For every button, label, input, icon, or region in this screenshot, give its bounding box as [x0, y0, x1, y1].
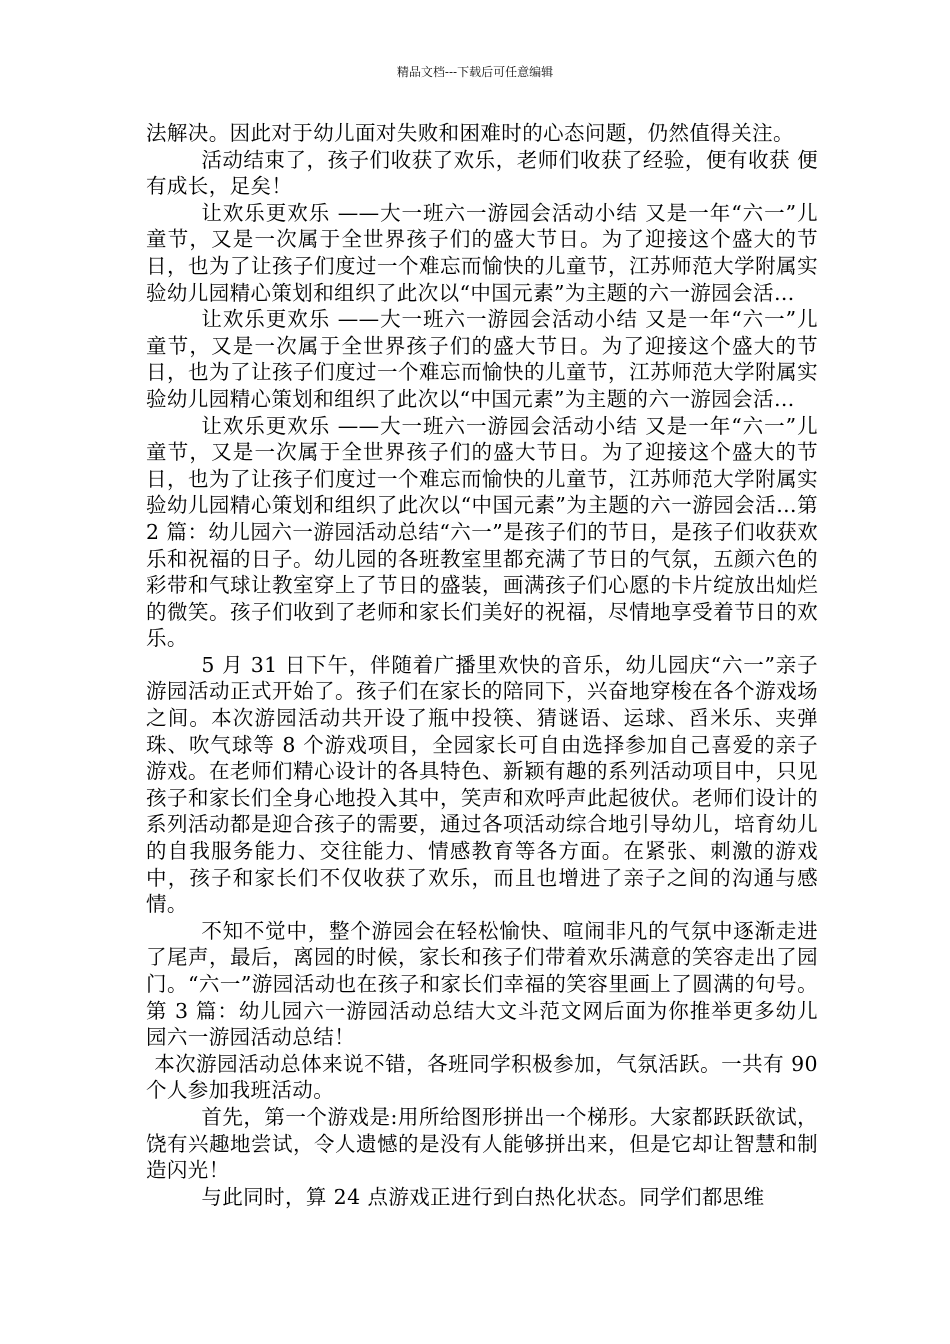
- paragraph-10: 与此同时，算 24 点游戏正进行到白热化状态。同学们都思维: [201, 1184, 765, 1209]
- paragraph-9: 首先，第一个游戏是:用所给图形拼出一个梯形。大家都跃跃欲试，饶有兴趣地尝试，令人遗憾的是没有人能够拼出来，但是它却让智慧和制造闪光！: [146, 1104, 818, 1183]
- paragraph-4: 让欢乐更欢乐 ——大一班六一游园会活动小结 又是一年“六一”儿童节，又是一次属于全世界孩子们的盛大节日。为了迎接这个盛大的节日，也为了让孩子们度过一个难忘而愉快的儿童节，江苏师范大学附属实验幼儿园精心策划和组织了此次以“中国元素”为主题的六一游园会活…: [146, 307, 818, 411]
- paragraph-3: 让欢乐更欢乐 ——大一班六一游园会活动小结 又是一年“六一”儿童节，又是一次属于全世界孩子们的盛大节日。为了迎接这个盛大的节日，也为了让孩子们度过一个难忘而愉快的儿童节，江苏师范大学附属实验幼儿园精心策划和组织了此次以“中国元素”为主题的六一游园会活…: [146, 200, 818, 305]
- paragraph-1: 法解决。因此对于幼儿面对失败和困难时的心态问题，仍然值得关注。: [146, 121, 794, 145]
- paragraph-7: 不知不觉中，整个游园会在轻松愉快、喧闹非凡的气氛中逐渐走进了尾声，最后，离园的时候，家长和孩子们带着欢乐满意的笑容走出了园门。“六一”游园活动也在孩子和家长们幸福的笑容里画上了圆满的句号。第 3 篇：幼儿园六一游园活动总结大文斗范文网后面为你推举更多幼儿园六一游园活动总结！: [146, 918, 818, 1050]
- paragraph-5: 让欢乐更欢乐 ——大一班六一游园会活动小结 又是一年“六一”儿童节，又是一次属于全世界孩子们的盛大节日。为了迎接这个盛大的节日，也为了让孩子们度过一个难忘而愉快的儿童节，江苏师范大学附属实验幼儿园精心策划和组织了此次以“中国元素”为主题的六一游园会活…第 2 篇：幼儿园六一游园活动总结“六一”是孩子们的节日，是孩子们收获欢乐和祝福的日子。幼儿园的各班教室里都充满了节日的气氛，五颜六色的彩带和气球让教室穿上了节日的盛装，画满孩子们心愿的卡片绽放出灿烂的微笑。孩子们收到了老师和家长们美好的祝福，尽情地享受着节日的欢乐。: [146, 413, 818, 651]
- document-body: [146, 120, 818, 1210]
- paragraph-6: 5 月 31 日下午，伴随着广播里欢快的音乐，幼儿园庆“六一”亲子游园活动正式开始了。孩子们在家长的陪同下，兴奋地穿梭在各个游戏场之间。本次游园活动共开设了瓶中投筷、猜谜语、运球、舀米乐、夹弹珠、吹气球等 8 个游戏项目，全园家长可自由选择参加自己喜爱的亲子游戏。在老师们精心设计的各具特色、新颖有趣的系列活动项目中，只见孩子和家长们全身心地投入其中，笑声和欢呼声此起彼伏。老师们设计的系列活动都是迎合孩子的需要，通过各项活动综合地引导幼儿，培育幼儿的自我服务能力、交往能力、情感教育等各方面。在紧张、刺激的游戏中，孩子和家长们不仅收获了欢乐，而且也增进了亲子之间的沟通与感情。: [146, 652, 818, 917]
- page-header: 精品文档---下载后可任意编辑: [396, 65, 554, 79]
- paragraph-8: 本次游园活动总体来说不错，各班同学积极参加，气氛活跃。一共有 90 个人参加我班活动。: [146, 1051, 818, 1103]
- paragraph-2: 活动结束了，孩子们收获了欢乐，老师们收获了经验，便有收获 便有成长，足矣！: [146, 147, 818, 199]
